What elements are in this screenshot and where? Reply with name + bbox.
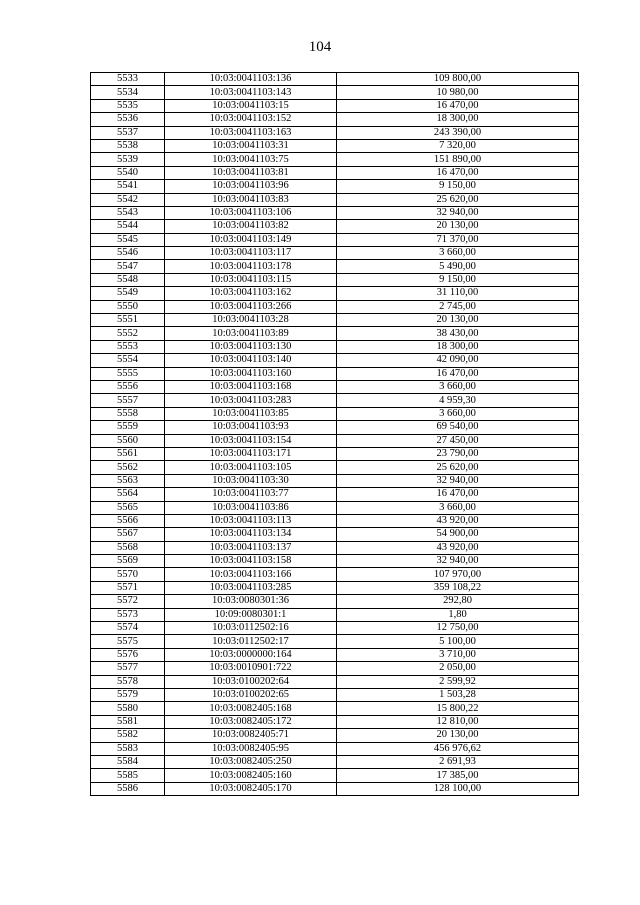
table-row (91, 327, 579, 340)
row-number-cell: 5536 (91, 113, 165, 126)
row-number-cell: 5533 (91, 73, 165, 86)
cadastral-number-cell: 10:03:0082405:172 (165, 715, 337, 728)
cadastral-number-cell: 10:03:0041103:168 (165, 380, 337, 393)
cadastral-number-cell: 10:03:0041103:143 (165, 86, 337, 99)
amount-cell: 71 370,00 (337, 233, 579, 246)
row-number-cell: 5539 (91, 153, 165, 166)
registry-table (90, 72, 579, 796)
amount-cell: 20 130,00 (337, 314, 579, 327)
row-number-cell: 5534 (91, 86, 165, 99)
table-row (91, 769, 579, 782)
table-row (91, 662, 579, 675)
cadastral-number-cell: 10:03:0041103:81 (165, 166, 337, 179)
cadastral-number-cell: 10:03:0041103:166 (165, 568, 337, 581)
row-number-cell: 5545 (91, 233, 165, 246)
table-row (91, 555, 579, 568)
row-number-cell: 5547 (91, 260, 165, 273)
amount-cell: 12 810,00 (337, 715, 579, 728)
amount-cell: 16 470,00 (337, 99, 579, 112)
amount-cell: 18 300,00 (337, 113, 579, 126)
amount-cell: 1,80 (337, 608, 579, 621)
table-row (91, 247, 579, 260)
table-row (91, 166, 579, 179)
row-number-cell: 5550 (91, 300, 165, 313)
amount-cell: 128 100,00 (337, 782, 579, 795)
amount-cell: 54 900,00 (337, 528, 579, 541)
row-number-cell: 5564 (91, 488, 165, 501)
cadastral-number-cell: 10:03:0041103:152 (165, 113, 337, 126)
row-number-cell: 5552 (91, 327, 165, 340)
amount-cell: 151 890,00 (337, 153, 579, 166)
row-number-cell: 5561 (91, 447, 165, 460)
cadastral-number-cell: 10:03:0041103:86 (165, 501, 337, 514)
table-row (91, 581, 579, 594)
table-row (91, 782, 579, 795)
amount-cell: 12 750,00 (337, 622, 579, 635)
table-row (91, 99, 579, 112)
cadastral-number-cell: 10:03:0041103:28 (165, 314, 337, 327)
amount-cell: 20 130,00 (337, 220, 579, 233)
amount-cell: 2 050,00 (337, 662, 579, 675)
row-number-cell: 5568 (91, 541, 165, 554)
amount-cell: 31 110,00 (337, 287, 579, 300)
amount-cell: 243 390,00 (337, 126, 579, 139)
amount-cell: 27 450,00 (337, 434, 579, 447)
cadastral-number-cell: 10:03:0041103:154 (165, 434, 337, 447)
row-number-cell: 5585 (91, 769, 165, 782)
row-number-cell: 5549 (91, 287, 165, 300)
table-row (91, 139, 579, 152)
amount-cell: 2 599,92 (337, 675, 579, 688)
row-number-cell: 5558 (91, 407, 165, 420)
amount-cell: 5 490,00 (337, 260, 579, 273)
table-row (91, 260, 579, 273)
row-number-cell: 5582 (91, 729, 165, 742)
amount-cell: 43 920,00 (337, 541, 579, 554)
cadastral-number-cell: 10:03:0041103:137 (165, 541, 337, 554)
amount-cell: 3 660,00 (337, 380, 579, 393)
table-row (91, 73, 579, 86)
cadastral-number-cell: 10:03:0041103:105 (165, 461, 337, 474)
amount-cell: 3 660,00 (337, 501, 579, 514)
row-number-cell: 5560 (91, 434, 165, 447)
row-number-cell: 5567 (91, 528, 165, 541)
amount-cell: 456 976,62 (337, 742, 579, 755)
amount-cell: 25 620,00 (337, 193, 579, 206)
table-row (91, 514, 579, 527)
page-number: 104 (308, 39, 332, 55)
table-row (91, 447, 579, 460)
table-row (91, 434, 579, 447)
table-row (91, 287, 579, 300)
cadastral-number-cell: 10:03:0080301:36 (165, 595, 337, 608)
cadastral-number-cell: 10:03:0041103:113 (165, 514, 337, 527)
amount-cell: 42 090,00 (337, 354, 579, 367)
table-row (91, 233, 579, 246)
cadastral-number-cell: 10:03:0100202:65 (165, 688, 337, 701)
amount-cell: 4 959,30 (337, 394, 579, 407)
cadastral-number-cell: 10:03:0041103:163 (165, 126, 337, 139)
table-row (91, 675, 579, 688)
amount-cell: 16 470,00 (337, 166, 579, 179)
row-number-cell: 5551 (91, 314, 165, 327)
cadastral-number-cell: 10:03:0000000:164 (165, 648, 337, 661)
cadastral-number-cell: 10:03:0082405:168 (165, 702, 337, 715)
table-row (91, 380, 579, 393)
cadastral-number-cell: 10:03:0082405:160 (165, 769, 337, 782)
row-number-cell: 5570 (91, 568, 165, 581)
cadastral-number-cell: 10:03:0041103:130 (165, 340, 337, 353)
row-number-cell: 5574 (91, 622, 165, 635)
row-number-cell: 5563 (91, 474, 165, 487)
table-row (91, 367, 579, 380)
table-row (91, 153, 579, 166)
cadastral-number-cell: 10:03:0082405:170 (165, 782, 337, 795)
amount-cell: 359 108,22 (337, 581, 579, 594)
row-number-cell: 5555 (91, 367, 165, 380)
table-row (91, 568, 579, 581)
table-row (91, 742, 579, 755)
table-row (91, 622, 579, 635)
amount-cell: 20 130,00 (337, 729, 579, 742)
table-row (91, 394, 579, 407)
table-row (91, 340, 579, 353)
amount-cell: 10 980,00 (337, 86, 579, 99)
amount-cell: 2 745,00 (337, 300, 579, 313)
row-number-cell: 5580 (91, 702, 165, 715)
amount-cell: 292,80 (337, 595, 579, 608)
table-row (91, 755, 579, 768)
row-number-cell: 5537 (91, 126, 165, 139)
cadastral-number-cell: 10:03:0041103:283 (165, 394, 337, 407)
row-number-cell: 5579 (91, 688, 165, 701)
cadastral-number-cell: 10:03:0041103:15 (165, 99, 337, 112)
table-row (91, 461, 579, 474)
table-row (91, 180, 579, 193)
row-number-cell: 5559 (91, 421, 165, 434)
table-row (91, 314, 579, 327)
table-row (91, 501, 579, 514)
cadastral-number-cell: 10:03:0041103:75 (165, 153, 337, 166)
amount-cell: 2 691,93 (337, 755, 579, 768)
cadastral-number-cell: 10:03:0041103:93 (165, 421, 337, 434)
cadastral-number-cell: 10:03:0041103:266 (165, 300, 337, 313)
row-number-cell: 5554 (91, 354, 165, 367)
table-row (91, 648, 579, 661)
amount-cell: 9 150,00 (337, 180, 579, 193)
table-row (91, 729, 579, 742)
row-number-cell: 5557 (91, 394, 165, 407)
row-number-cell: 5584 (91, 755, 165, 768)
amount-cell: 18 300,00 (337, 340, 579, 353)
cadastral-number-cell: 10:03:0041103:158 (165, 555, 337, 568)
cadastral-number-cell: 10:03:0100202:64 (165, 675, 337, 688)
cadastral-number-cell: 10:03:0041103:106 (165, 206, 337, 219)
amount-cell: 16 470,00 (337, 488, 579, 501)
amount-cell: 9 150,00 (337, 273, 579, 286)
amount-cell: 23 790,00 (337, 447, 579, 460)
cadastral-number-cell: 10:03:0082405:71 (165, 729, 337, 742)
amount-cell: 32 940,00 (337, 474, 579, 487)
cadastral-number-cell: 10:03:0041103:115 (165, 273, 337, 286)
registry-table-body (91, 73, 579, 796)
table-row (91, 193, 579, 206)
table-row (91, 528, 579, 541)
amount-cell: 1 503,28 (337, 688, 579, 701)
table-row (91, 354, 579, 367)
row-number-cell: 5562 (91, 461, 165, 474)
cadastral-number-cell: 10:03:0041103:285 (165, 581, 337, 594)
table-row (91, 595, 579, 608)
amount-cell: 25 620,00 (337, 461, 579, 474)
row-number-cell: 5569 (91, 555, 165, 568)
cadastral-number-cell: 10:03:0041103:89 (165, 327, 337, 340)
table-row (91, 126, 579, 139)
amount-cell: 43 920,00 (337, 514, 579, 527)
table-row (91, 715, 579, 728)
cadastral-number-cell: 10:03:0041103:160 (165, 367, 337, 380)
amount-cell: 15 800,22 (337, 702, 579, 715)
row-number-cell: 5553 (91, 340, 165, 353)
cadastral-number-cell: 10:03:0041103:85 (165, 407, 337, 420)
cadastral-number-cell: 10:03:0082405:95 (165, 742, 337, 755)
amount-cell: 3 660,00 (337, 407, 579, 420)
row-number-cell: 5583 (91, 742, 165, 755)
cadastral-number-cell: 10:03:0041103:82 (165, 220, 337, 233)
cadastral-number-cell: 10:09:0080301:1 (165, 608, 337, 621)
amount-cell: 32 940,00 (337, 206, 579, 219)
table-row (91, 407, 579, 420)
row-number-cell: 5581 (91, 715, 165, 728)
row-number-cell: 5538 (91, 139, 165, 152)
table-row (91, 702, 579, 715)
row-number-cell: 5540 (91, 166, 165, 179)
amount-cell: 16 470,00 (337, 367, 579, 380)
amount-cell: 3 660,00 (337, 247, 579, 260)
cadastral-number-cell: 10:03:0041103:136 (165, 73, 337, 86)
row-number-cell: 5572 (91, 595, 165, 608)
cadastral-number-cell: 10:03:0041103:162 (165, 287, 337, 300)
cadastral-number-cell: 10:03:0112502:16 (165, 622, 337, 635)
cadastral-number-cell: 10:03:0041103:171 (165, 447, 337, 460)
table-row (91, 113, 579, 126)
row-number-cell: 5578 (91, 675, 165, 688)
cadastral-number-cell: 10:03:0041103:30 (165, 474, 337, 487)
amount-cell: 109 800,00 (337, 73, 579, 86)
row-number-cell: 5541 (91, 180, 165, 193)
row-number-cell: 5566 (91, 514, 165, 527)
cadastral-number-cell: 10:03:0041103:31 (165, 139, 337, 152)
amount-cell: 3 710,00 (337, 648, 579, 661)
table-row (91, 421, 579, 434)
amount-cell: 38 430,00 (337, 327, 579, 340)
cadastral-number-cell: 10:03:0041103:77 (165, 488, 337, 501)
table-row (91, 220, 579, 233)
row-number-cell: 5556 (91, 380, 165, 393)
amount-cell: 7 320,00 (337, 139, 579, 152)
cadastral-number-cell: 10:03:0041103:178 (165, 260, 337, 273)
row-number-cell: 5571 (91, 581, 165, 594)
row-number-cell: 5535 (91, 99, 165, 112)
row-number-cell: 5577 (91, 662, 165, 675)
amount-cell: 5 100,00 (337, 635, 579, 648)
table-row (91, 635, 579, 648)
amount-cell: 69 540,00 (337, 421, 579, 434)
table-row (91, 688, 579, 701)
row-number-cell: 5586 (91, 782, 165, 795)
cadastral-number-cell: 10:03:0041103:140 (165, 354, 337, 367)
row-number-cell: 5573 (91, 608, 165, 621)
amount-cell: 107 970,00 (337, 568, 579, 581)
table-row (91, 541, 579, 554)
row-number-cell: 5546 (91, 247, 165, 260)
row-number-cell: 5576 (91, 648, 165, 661)
row-number-cell: 5548 (91, 273, 165, 286)
row-number-cell: 5543 (91, 206, 165, 219)
table-row (91, 86, 579, 99)
cadastral-number-cell: 10:03:0010901:722 (165, 662, 337, 675)
cadastral-number-cell: 10:03:0041103:149 (165, 233, 337, 246)
row-number-cell: 5542 (91, 193, 165, 206)
table-row (91, 474, 579, 487)
cadastral-number-cell: 10:03:0041103:96 (165, 180, 337, 193)
row-number-cell: 5575 (91, 635, 165, 648)
table-row (91, 608, 579, 621)
amount-cell: 17 385,00 (337, 769, 579, 782)
table-row (91, 488, 579, 501)
cadastral-number-cell: 10:03:0041103:134 (165, 528, 337, 541)
cadastral-number-cell: 10:03:0112502:17 (165, 635, 337, 648)
cadastral-number-cell: 10:03:0041103:117 (165, 247, 337, 260)
table-row (91, 206, 579, 219)
table-row (91, 273, 579, 286)
row-number-cell: 5544 (91, 220, 165, 233)
cadastral-number-cell: 10:03:0082405:250 (165, 755, 337, 768)
table-row (91, 300, 579, 313)
cadastral-number-cell: 10:03:0041103:83 (165, 193, 337, 206)
amount-cell: 32 940,00 (337, 555, 579, 568)
row-number-cell: 5565 (91, 501, 165, 514)
